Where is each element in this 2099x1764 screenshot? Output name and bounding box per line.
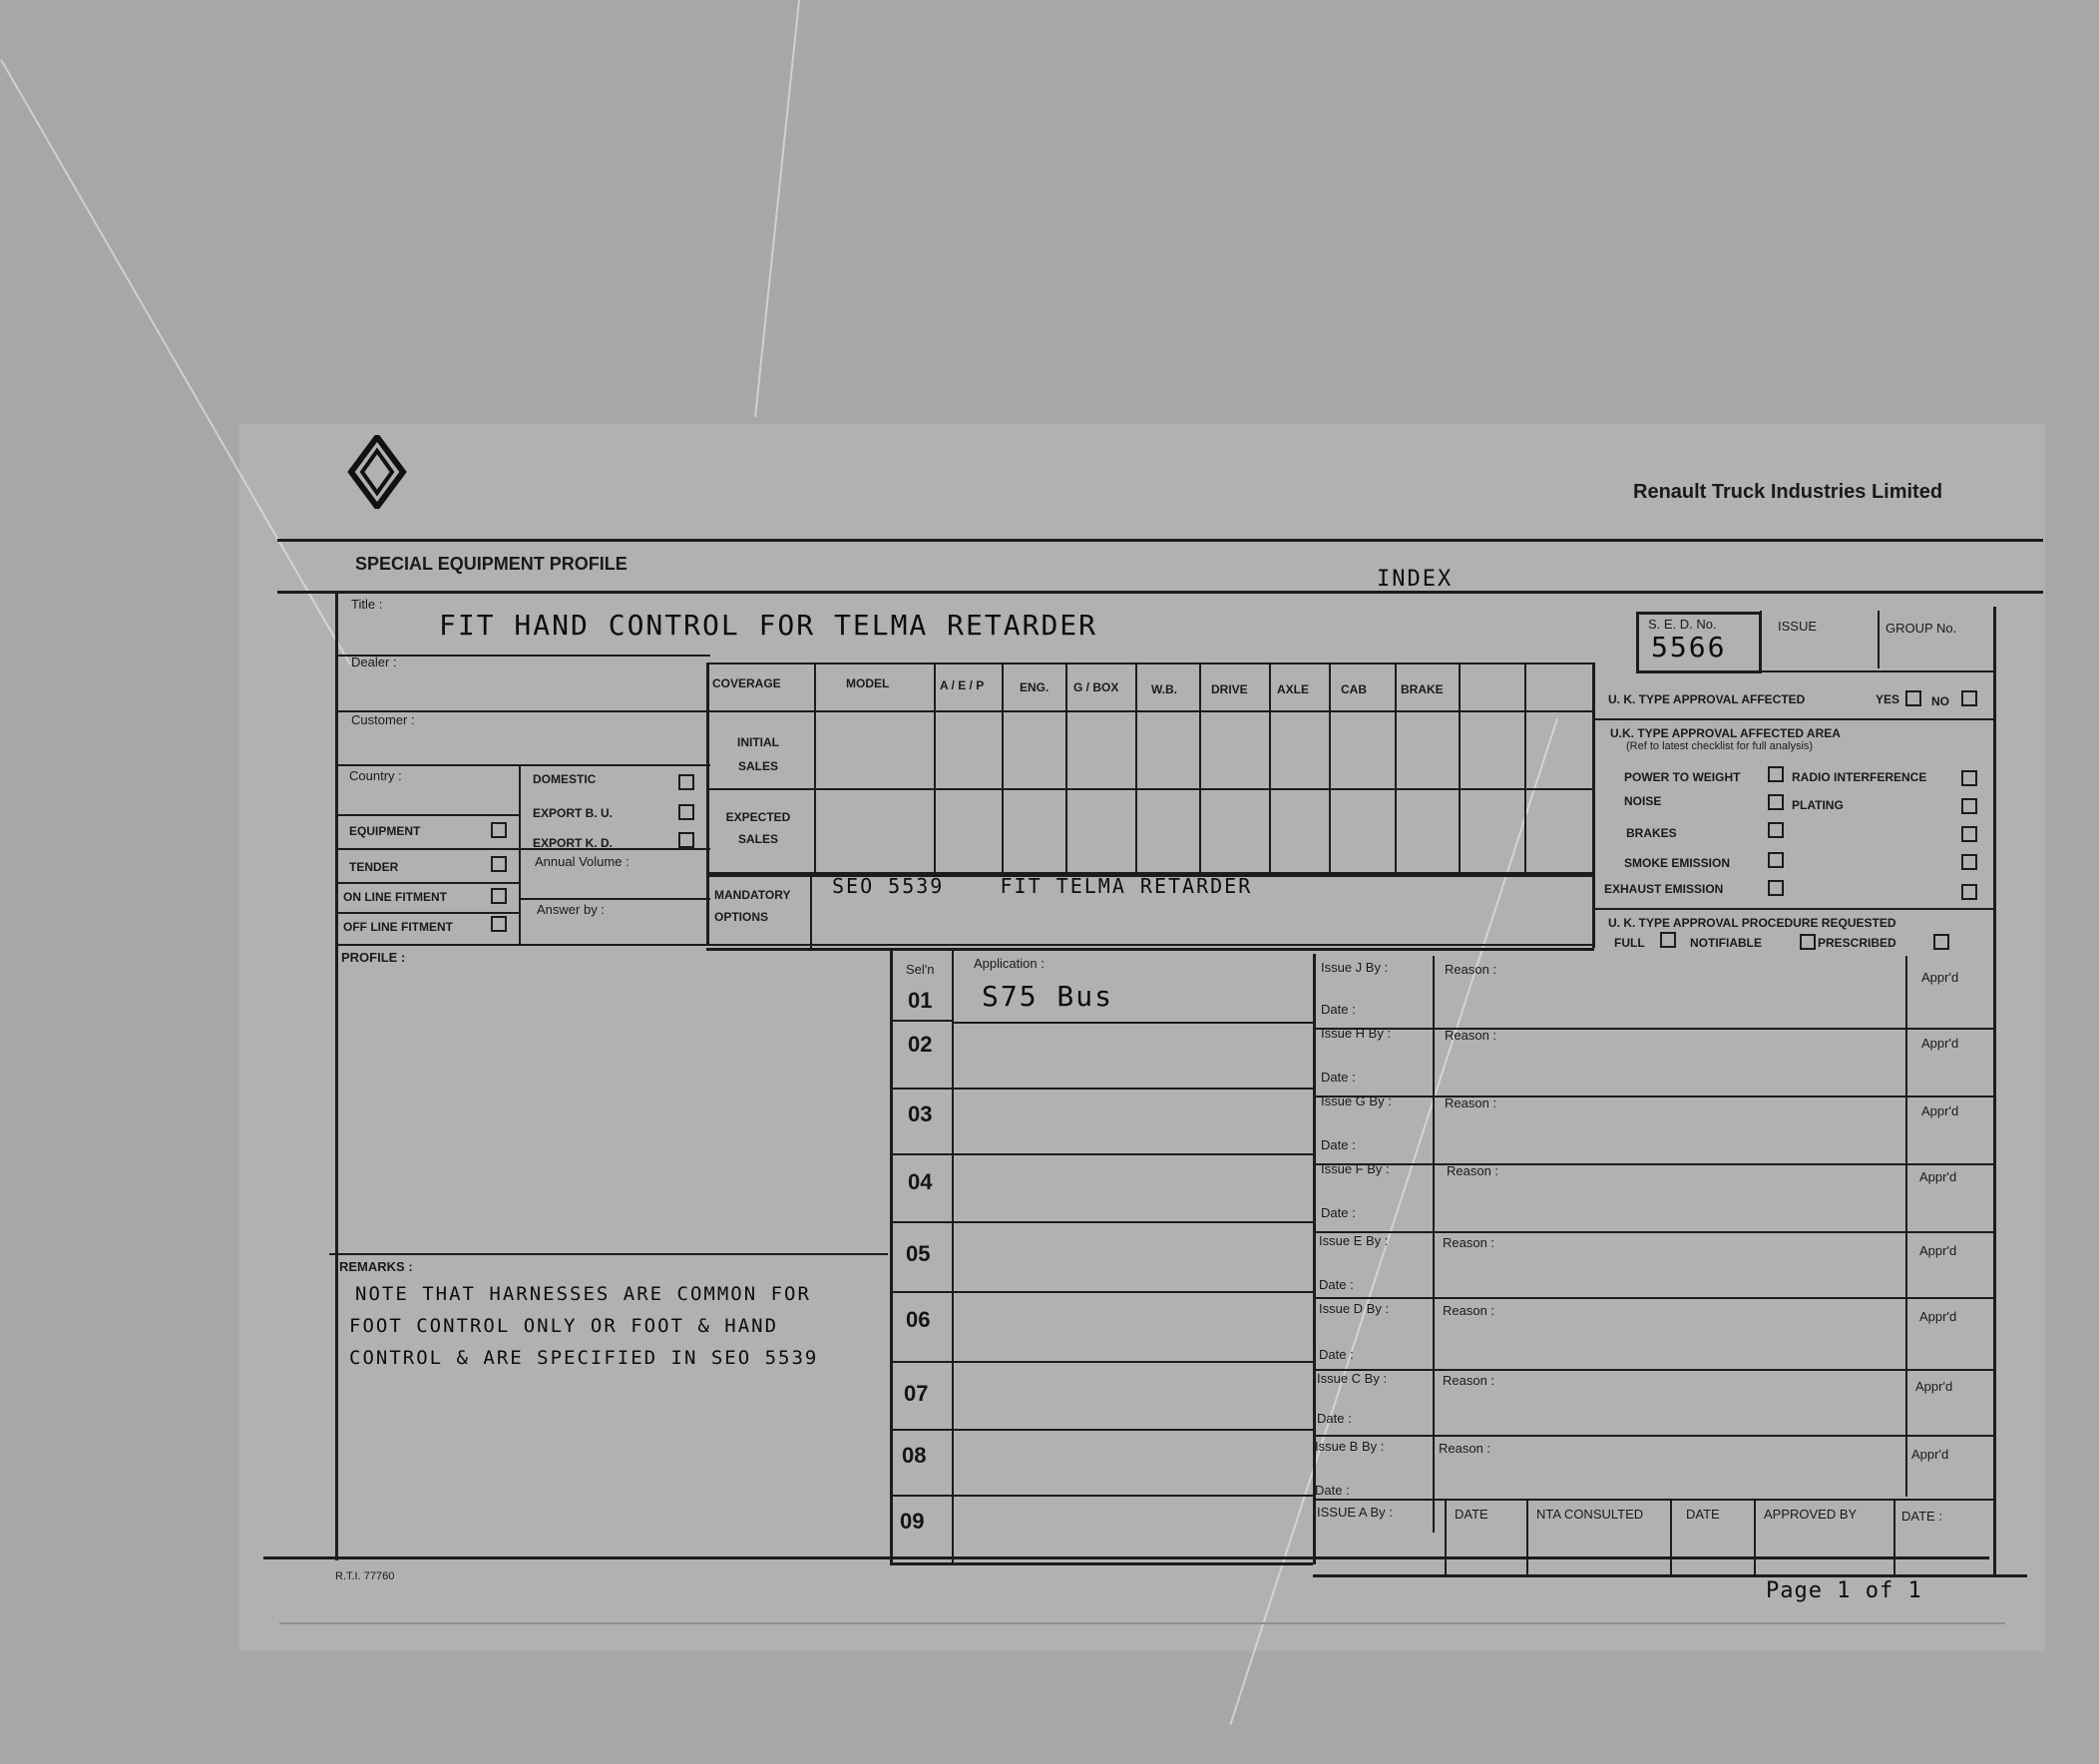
issue-label: Issue E By : [1319, 1233, 1389, 1248]
area-plating-label: PLATING [1792, 798, 1844, 812]
rule [1905, 956, 1907, 1497]
area-exhaust-label: EXHAUST EMISSION [1604, 882, 1724, 896]
yes-checkbox[interactable] [1905, 690, 1921, 706]
rule [1526, 1499, 1528, 1574]
rule [277, 539, 2043, 542]
rule [1760, 611, 1762, 668]
procedure-label: U. K. TYPE APPROVAL PROCEDURE REQUESTED [1608, 916, 1896, 930]
wb-header: W.B. [1151, 682, 1177, 696]
sed-label: S. E. D. No. [1648, 617, 1717, 632]
rule [1670, 1499, 1672, 1574]
exhaust-checkbox[interactable] [1768, 880, 1784, 896]
mandatory-value: SEO 5539 FIT TELMA RETARDER [832, 874, 1253, 898]
uk-area-note: (Ref to latest checklist for full analysis) [1626, 740, 1814, 752]
eng-header: ENG. [1020, 680, 1050, 694]
date-header: DATE [1686, 1507, 1720, 1522]
rule [890, 1088, 1315, 1090]
sed-value: 5566 [1651, 631, 1727, 663]
row-number: 01 [908, 988, 933, 1013]
rule [335, 848, 710, 850]
date-label: Date : [1321, 1070, 1356, 1085]
rule [277, 591, 2043, 594]
reason-label: Reason : [1439, 1441, 1491, 1456]
date-label: Date : [1315, 1483, 1350, 1498]
rule [1313, 1369, 1993, 1371]
rule [706, 662, 709, 944]
rule [1065, 662, 1067, 872]
apprd-label: Appr'd [1919, 1309, 1957, 1324]
export-kd-label: EXPORT K. D. [533, 836, 614, 850]
tender-label: TENDER [349, 860, 399, 874]
rule [335, 814, 519, 816]
domestic-checkbox[interactable] [678, 774, 694, 790]
scratch-mark [0, 59, 351, 664]
reason-label: Reason : [1443, 1235, 1495, 1250]
online-checkbox[interactable] [491, 888, 507, 904]
apprd-label: Appr'd [1921, 1036, 1959, 1051]
rule [1313, 954, 1316, 1564]
mandatory-label: MANDATORY OPTIONS [714, 888, 791, 924]
row-number: 06 [906, 1307, 931, 1332]
rule [1329, 662, 1331, 872]
page-note: Page 1 of 1 [1766, 1578, 1922, 1603]
issue-label: Issue J By : [1321, 960, 1389, 975]
rule [1636, 670, 1993, 672]
tender-checkbox[interactable] [491, 856, 507, 872]
equipment-label: EQUIPMENT [349, 824, 421, 838]
rule [706, 948, 1594, 951]
no-label: NO [1931, 694, 1949, 708]
country-label: Country : [349, 768, 402, 783]
rule [1199, 662, 1201, 872]
rule [890, 1221, 1315, 1223]
uk-area-label: U.K. TYPE APPROVAL AFFECTED AREA [1610, 726, 1841, 740]
remarks-line: FOOT CONTROL ONLY OR FOOT & HAND [349, 1315, 779, 1337]
row-number: 03 [908, 1102, 933, 1126]
model-header: MODEL [846, 676, 890, 690]
no-checkbox[interactable] [1961, 690, 1977, 706]
index-label: INDEX [1377, 567, 1454, 592]
brake-header: BRAKE [1401, 682, 1444, 696]
reason-label: Reason : [1443, 1373, 1495, 1388]
reason-label: Reason : [1445, 962, 1497, 977]
rule [279, 1622, 2005, 1624]
date-header: DATE : [1901, 1509, 1942, 1524]
reason-label: Reason : [1445, 1096, 1497, 1110]
drive-header: DRIVE [1211, 682, 1248, 696]
date-header: DATE [1455, 1507, 1488, 1522]
remarks-label: REMARKS : [339, 1259, 413, 1274]
reason-label: Reason : [1443, 1303, 1495, 1318]
title-value: FIT HAND CONTROL FOR TELMA RETARDER [439, 609, 1098, 642]
offline-checkbox[interactable] [491, 916, 507, 932]
rule [814, 662, 816, 872]
row-number: 05 [906, 1241, 931, 1266]
application-label: Application : [974, 956, 1045, 971]
area-radio-label: RADIO INTERFERENCE [1792, 770, 1927, 784]
rule [890, 1020, 952, 1022]
reason-label: Reason : [1445, 1028, 1497, 1043]
rule [890, 1361, 1315, 1363]
apprd-label: Appr'd [1919, 1169, 1957, 1184]
form-title: SPECIAL EQUIPMENT PROFILE [355, 554, 628, 574]
nta-consulted-header: NTA CONSULTED [1536, 1507, 1644, 1522]
customer-label: Customer : [351, 712, 415, 727]
remarks-line: CONTROL & ARE SPECIFIED IN SEO 5539 [349, 1347, 819, 1369]
rule [1313, 1028, 1993, 1030]
domestic-label: DOMESTIC [533, 772, 597, 786]
uk-affected-label: U. K. TYPE APPROVAL AFFECTED [1608, 692, 1806, 706]
offline-label: OFF LINE FITMENT [343, 920, 453, 934]
notifiable-checkbox[interactable] [1800, 934, 1816, 950]
rule [335, 882, 519, 884]
yes-label: YES [1876, 692, 1900, 706]
apprd-label: Appr'd [1921, 1103, 1959, 1118]
rule [934, 662, 936, 872]
rule [1135, 662, 1137, 872]
export-bu-label: EXPORT B. U. [533, 806, 614, 820]
date-label: Date : [1321, 1137, 1356, 1152]
date-label: Date : [1321, 1002, 1356, 1017]
answer-by-label: Answer by : [537, 902, 605, 917]
issue-label: ISSUE [1778, 619, 1818, 634]
date-label: Date : [1317, 1411, 1352, 1426]
rule [1269, 662, 1271, 872]
row-number: 08 [902, 1443, 927, 1468]
rule [1592, 718, 1993, 720]
smoke-right-checkbox[interactable] [1961, 854, 1977, 870]
row-number: 09 [900, 1509, 925, 1534]
company-name: Renault Truck Industries Limited [1633, 481, 1943, 503]
smoke-checkbox[interactable] [1768, 852, 1784, 868]
annual-volume-label: Annual Volume : [535, 854, 630, 869]
apprd-label: Appr'd [1919, 1243, 1957, 1258]
rule [706, 662, 1594, 664]
rule [519, 898, 710, 900]
rule [519, 764, 521, 944]
issue-label: Issue H By : [1321, 1026, 1392, 1041]
rule [1445, 1499, 1447, 1574]
seln-label: Sel'n [906, 962, 935, 977]
dealer-label: Dealer : [351, 655, 397, 669]
date-label: Date : [1319, 1347, 1354, 1362]
rule [952, 1022, 1315, 1024]
prescribed-checkbox[interactable] [1933, 934, 1949, 950]
area-brakes-label: BRAKES [1626, 826, 1677, 840]
rule [1433, 956, 1435, 1533]
rule [890, 950, 893, 1562]
rule [335, 764, 710, 766]
issue-a-label: ISSUE A By : [1317, 1505, 1393, 1520]
rule [890, 1291, 1315, 1293]
rule [890, 1153, 1315, 1155]
rule [1754, 1499, 1756, 1574]
row-number: 02 [908, 1032, 933, 1057]
date-label: Date : [1321, 1205, 1356, 1220]
reason-label: Reason : [1447, 1163, 1499, 1178]
rule [335, 912, 519, 914]
form-number: R.T.I. 77760 [335, 1570, 395, 1582]
power-checkbox[interactable] [1768, 766, 1784, 782]
scratch-mark [754, 0, 800, 417]
aep-header: A / E / P [940, 678, 985, 692]
frame-bottom [263, 1556, 1989, 1559]
export-kd-checkbox[interactable] [678, 832, 694, 848]
rule [1459, 662, 1461, 872]
row-number: 07 [904, 1381, 929, 1406]
brakes-right-checkbox[interactable] [1961, 826, 1977, 842]
apprd-label: Appr'd [1915, 1379, 1953, 1394]
rule [1313, 1574, 2027, 1577]
noise-checkbox[interactable] [1768, 794, 1784, 810]
rule [1313, 1231, 1993, 1233]
rule [890, 1495, 1315, 1497]
area-noise-label: NOISE [1624, 794, 1662, 808]
expected-sales-label: EXPECTED SALES [725, 810, 791, 846]
exhaust-right-checkbox[interactable] [1961, 884, 1977, 900]
procedure-full-label: FULL [1614, 936, 1645, 950]
initial-sales-label: INITIAL SALES [737, 735, 779, 773]
renault-logo [347, 435, 407, 509]
radio-checkbox[interactable] [1961, 770, 1977, 786]
rule [1524, 662, 1526, 872]
rule [1313, 1163, 1993, 1165]
rule [1878, 611, 1880, 668]
rule [1313, 1499, 1993, 1501]
rule [1313, 1297, 1993, 1299]
rule [1002, 662, 1004, 872]
rule [1313, 1096, 1993, 1098]
rule [1893, 1499, 1895, 1574]
apprd-label: Appr'd [1911, 1447, 1949, 1462]
apprd-label: Appr'd [1921, 970, 1959, 985]
rule [890, 1562, 1313, 1565]
procedure-prescribed-label: PRESCRIBED [1818, 936, 1896, 950]
title-label: Title : [351, 597, 383, 612]
brakes-checkbox[interactable] [1768, 822, 1784, 838]
full-checkbox[interactable] [1660, 932, 1676, 948]
rule [706, 710, 1594, 712]
area-power-label: POWER TO WEIGHT [1624, 770, 1741, 784]
procedure-notifiable-label: NOTIFIABLE [1690, 936, 1762, 950]
group-label: GROUP No. [1886, 621, 1957, 636]
row-number: 04 [908, 1169, 933, 1194]
rule [1592, 908, 1993, 910]
rule [706, 788, 1594, 790]
area-smoke-label: SMOKE EMISSION [1624, 856, 1731, 870]
plating-checkbox[interactable] [1961, 798, 1977, 814]
issue-label: Issue F By : [1321, 1161, 1390, 1176]
cab-header: CAB [1341, 682, 1367, 696]
issue-label: Issue C By : [1317, 1371, 1388, 1386]
rule [1592, 662, 1595, 948]
issue-label: Issue G By : [1321, 1094, 1392, 1108]
gbox-header: G / BOX [1073, 680, 1119, 694]
rule [1313, 1435, 1993, 1437]
export-bu-checkbox[interactable] [678, 804, 694, 820]
rule [890, 1429, 1315, 1431]
axle-header: AXLE [1277, 682, 1310, 696]
profile-label: PROFILE : [341, 950, 406, 965]
remarks-line: NOTE THAT HARNESSES ARE COMMON FOR [355, 1283, 811, 1305]
frame-left [335, 593, 338, 1560]
rule [952, 950, 954, 1562]
application-value: S75 Bus [982, 980, 1114, 1013]
equipment-checkbox[interactable] [491, 822, 507, 838]
frame-right [1993, 607, 1996, 1576]
rule [329, 1253, 888, 1255]
rule [810, 874, 812, 948]
approved-by-header: APPROVED BY [1764, 1507, 1858, 1522]
issue-label: Issue D By : [1319, 1301, 1390, 1316]
coverage-header: COVERAGE [712, 676, 781, 690]
date-label: Date : [1319, 1277, 1354, 1292]
online-label: ON LINE FITMENT [343, 890, 447, 904]
rule [1395, 662, 1397, 872]
rule [335, 944, 1592, 946]
issue-label: Issue B By : [1315, 1439, 1385, 1454]
